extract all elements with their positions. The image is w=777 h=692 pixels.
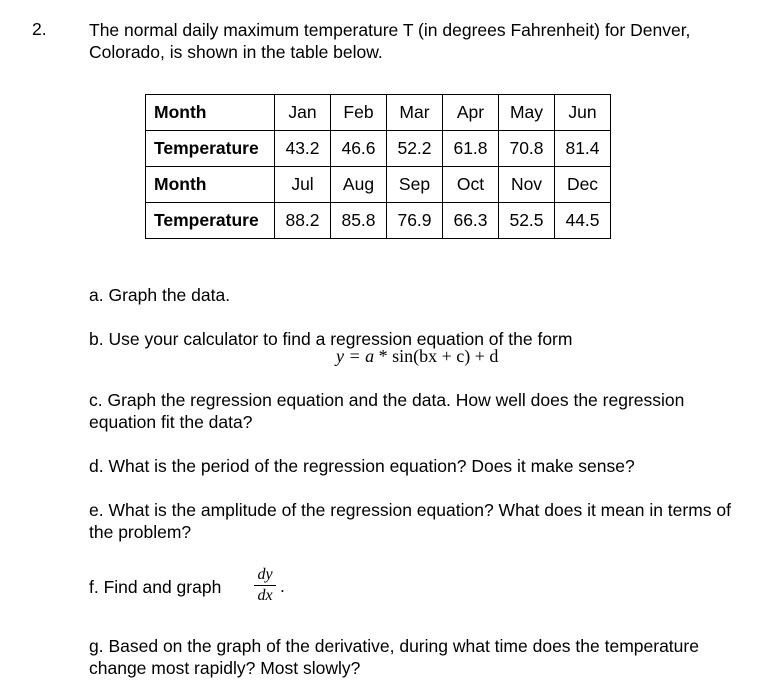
table-cell: Sep xyxy=(387,167,443,203)
table-cell: 44.5 xyxy=(555,203,611,239)
question-g: g. Based on the graph of the derivative, during what time does the temperature change most rapidly? Most slowly? xyxy=(89,636,699,678)
table-cell: Apr xyxy=(443,95,499,131)
table-cell: Dec xyxy=(555,167,611,203)
table-cell: Mar xyxy=(387,95,443,131)
fraction-denominator: dx xyxy=(257,587,273,604)
question-b: b. Use your calculator to find a regression equation of the form xyxy=(89,329,573,349)
equation-argument: (bx + c) + d xyxy=(413,346,499,366)
table-cell: 81.4 xyxy=(555,131,611,167)
equation-operator: * xyxy=(374,346,393,366)
table-cell: 52.2 xyxy=(387,131,443,167)
table-cell: May xyxy=(499,95,555,131)
table-row xyxy=(146,167,611,203)
fraction-period: . xyxy=(280,576,285,596)
table-cell: 43.2 xyxy=(275,131,331,167)
question-f: f. Find and graph xyxy=(89,577,222,597)
question-d: d. What is the period of the regression equation? Does it make sense? xyxy=(89,456,635,476)
equation-function: sin xyxy=(392,346,414,366)
table-row xyxy=(146,203,611,239)
table-cell: 61.8 xyxy=(443,131,499,167)
problem-number: 2. xyxy=(32,19,47,39)
fraction-bar xyxy=(254,585,276,586)
table-cell: 66.3 xyxy=(443,203,499,239)
table-cell: Aug xyxy=(331,167,387,203)
table-cell: Oct xyxy=(443,167,499,203)
question-a: a. Graph the data. xyxy=(89,285,231,305)
table-cell: 46.6 xyxy=(331,131,387,167)
table-cell: 88.2 xyxy=(275,203,331,239)
row-label: Temperature xyxy=(146,131,275,167)
table-row xyxy=(146,131,611,167)
regression-equation xyxy=(336,346,498,367)
table-cell: Jan xyxy=(275,95,331,131)
row-label: Month xyxy=(146,95,275,131)
row-label: Temperature xyxy=(146,203,275,239)
table-cell: 52.5 xyxy=(499,203,555,239)
table-cell: Jul xyxy=(275,167,331,203)
table-cell: Nov xyxy=(499,167,555,203)
problem-intro: The normal daily maximum temperature T (in degrees Fahrenheit) for Denver, Colorado, is shown in the table below. xyxy=(89,20,691,62)
derivative-fraction xyxy=(254,566,276,605)
table-cell: 85.8 xyxy=(331,203,387,239)
table-cell: Feb xyxy=(331,95,387,131)
table-cell: 70.8 xyxy=(499,131,555,167)
table-row xyxy=(146,95,611,131)
table-cell: 76.9 xyxy=(387,203,443,239)
fraction-numerator: dy xyxy=(257,566,273,583)
temperature-table xyxy=(145,94,611,239)
equation-left: y = a xyxy=(336,346,375,366)
question-c: c. Graph the regression equation and the data. How well does the regression equation fit the data? xyxy=(89,390,685,432)
row-label: Month xyxy=(146,167,275,203)
question-e: e. What is the amplitude of the regression equation? What does it mean in terms of the problem? xyxy=(89,500,732,542)
table-cell: Jun xyxy=(555,95,611,131)
